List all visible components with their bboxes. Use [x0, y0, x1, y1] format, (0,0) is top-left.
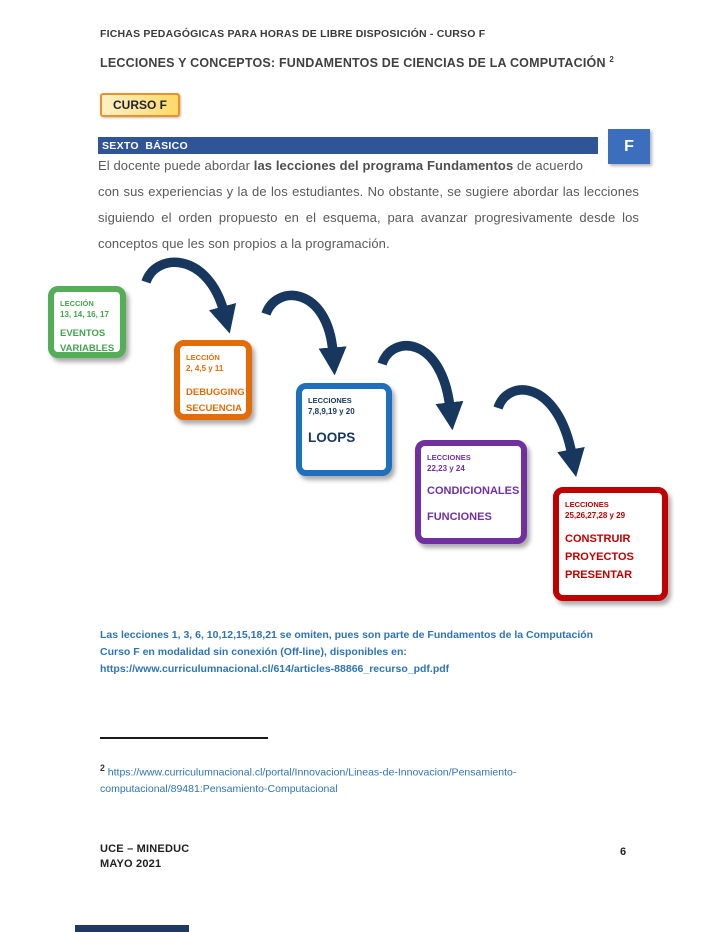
paragraph-text: de acuerdo: [513, 158, 584, 173]
note-text: Las lecciones 1, 3, 6, 10,12,15,18,21 se omiten, pues son parte de Fundamentos de la Computación: [100, 629, 594, 641]
box-label: LECCIONES: [427, 453, 471, 462]
box-lessons: 25,26,27,28 y 29: [565, 511, 626, 520]
course-letter-badge: F: [608, 129, 650, 164]
bottom-accent-bar: [75, 925, 189, 932]
section-bar: SEXTO BÁSICO: [98, 137, 598, 154]
box-concept: DEBUGGING: [186, 387, 245, 398]
box-concepts: [565, 530, 656, 584]
lessons-flow-diagram: [0, 250, 720, 615]
box-concept: FUNCIONES: [427, 511, 492, 524]
box-label: LECCIÓN: [60, 299, 94, 308]
footer-date: MAYO 2021: [100, 858, 162, 870]
diagram-box-debugging-secuencia: [174, 340, 252, 420]
footer-org: UCE – MINEDUC: [100, 843, 190, 855]
box-concept: VARIABLES: [60, 342, 115, 354]
curved-arrow-icon: [382, 346, 450, 408]
page-title-text: LECCIONES Y CONCEPTOS: FUNDAMENTOS DE CIENCIAS DE LA COMPUTACIÓN: [100, 56, 606, 71]
box-label: LECCIONES: [565, 500, 609, 509]
paragraph-bold-text: las lecciones del programa Fundamentos: [253, 158, 514, 173]
note-link[interactable]: https://www.curriculumnacional.cl/614/articles-88866_recurso_pdf.pdf: [100, 663, 450, 675]
box-lessons: 7,8,9,19 y 20: [308, 407, 355, 416]
page-title: [100, 55, 614, 70]
box-concept: CONSTRUIR: [565, 533, 631, 545]
omitted-lessons-note: [100, 627, 593, 678]
diagram-box-condicionales-funciones: [415, 440, 527, 544]
footnote-marker: 2: [100, 763, 105, 773]
diagram-box-construir-proyectos-presentar: [553, 487, 668, 601]
course-badge: CURSO F: [100, 93, 180, 117]
box-concepts: [186, 385, 245, 417]
box-concept: CONDICIONALES: [427, 485, 520, 497]
paragraph-text: con sus experiencias y la de los estudiantes. No obstante, se sugiere abordar las lecciones siguiendo el orden propuesto en el esquema, para avanzar progresivamente desde los conceptos que les son propios a la programación.: [98, 184, 639, 251]
diagram-box-loops: [296, 383, 392, 476]
box-lessons: 22,23 y 24: [427, 464, 465, 473]
body-paragraph: [98, 153, 639, 257]
box-concepts: [308, 428, 380, 449]
box-lessons: 2, 4,5 y 11: [186, 364, 224, 373]
note-text: Curso F en modalidad sin conexión (Off-line), disponibles en:: [100, 646, 407, 658]
footnote-rule: [100, 737, 268, 739]
document-header: FICHAS PEDAGÓGICAS PARA HORAS DE LIBRE DISPOSICIÓN - CURSO F: [100, 28, 486, 40]
paragraph-text: El docente puede abordar: [98, 158, 254, 173]
box-concept: PROYECTOS: [565, 551, 634, 564]
box-concept: PRESENTAR: [565, 569, 633, 582]
box-label: LECCIONES: [308, 396, 352, 405]
title-footnote-ref: 2: [609, 55, 615, 64]
curved-arrow-icon: [266, 295, 333, 353]
footnote: [100, 760, 605, 797]
box-concept: EVENTOS: [60, 328, 106, 339]
box-concept: SECUENCIA: [186, 403, 242, 415]
box-concepts: [427, 483, 520, 526]
box-concepts: [60, 327, 114, 356]
box-concept: LOOPS: [308, 430, 356, 445]
footer: [100, 842, 189, 872]
box-lessons: 13, 14, 16, 17: [60, 310, 109, 319]
page-number: 6: [620, 846, 627, 858]
box-label: LECCIÓN: [186, 353, 220, 362]
curved-arrow-icon: [146, 262, 224, 312]
diagram-box-eventos-variables: [48, 286, 126, 358]
footnote-link[interactable]: https://www.curriculumnacional.cl/portal/Innovacion/Lineas-de-Innovacion/Pensamiento-computacional/89481:Pensamiento-Computacional: [100, 766, 517, 795]
